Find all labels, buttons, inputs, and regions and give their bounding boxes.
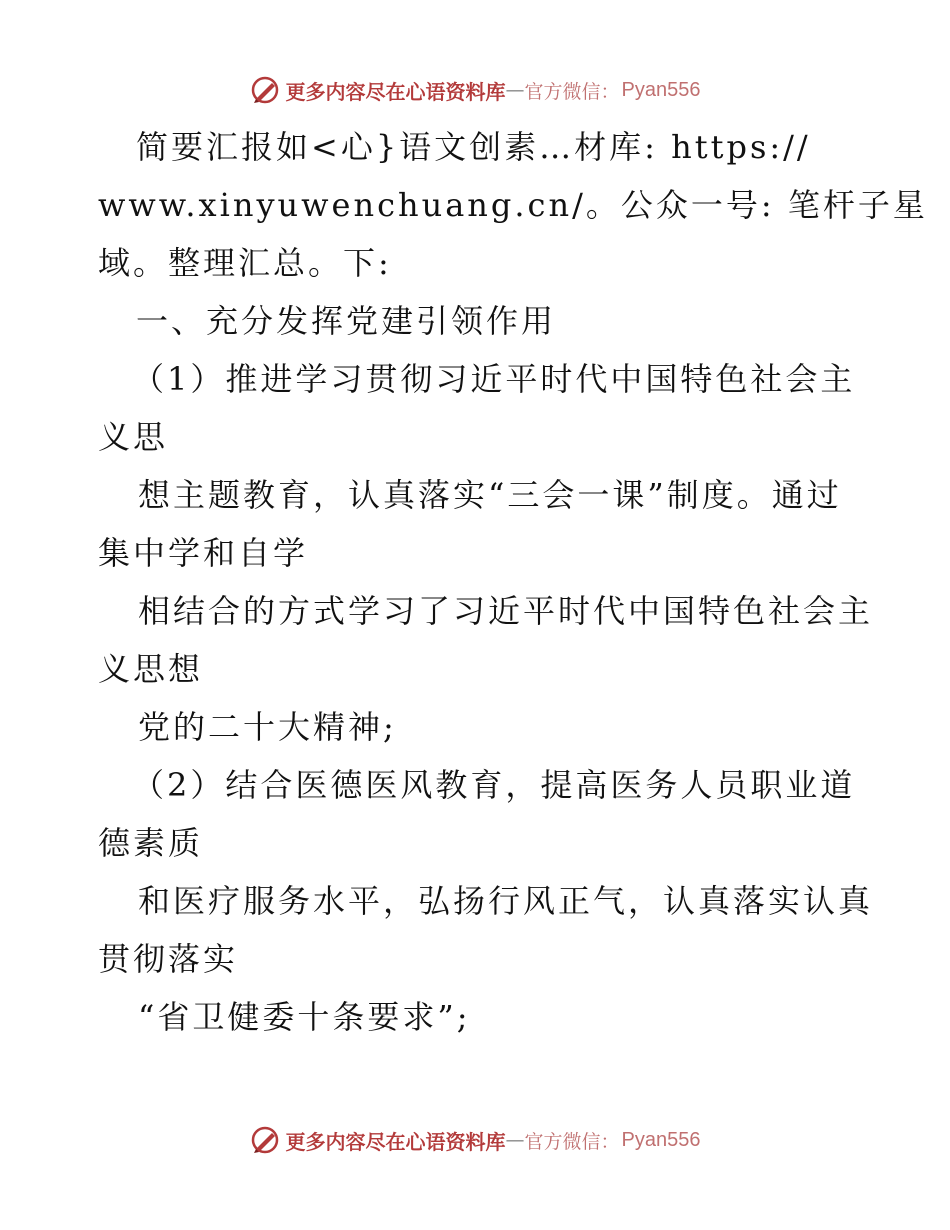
section-heading: 一、充分发挥党建引领作用 bbox=[136, 302, 557, 340]
body-line: 义思想 bbox=[98, 650, 204, 688]
header-banner bbox=[0, 70, 950, 110]
banner-wechat-label: 官方微信： bbox=[524, 80, 620, 103]
body-line: （1）推进学习贯彻习近平时代中国特色社会主 bbox=[132, 360, 856, 398]
banner-separator: — bbox=[505, 1129, 525, 1151]
body-line: 简要汇报如<心}语文创素…材库: https:// bbox=[136, 128, 811, 166]
document-body bbox=[98, 118, 928, 1046]
body-line: 党的二十大精神; bbox=[138, 708, 397, 746]
pen-logo-icon bbox=[250, 75, 280, 105]
body-line: 贯彻落实 bbox=[98, 940, 239, 978]
banner-separator: — bbox=[505, 79, 525, 101]
body-line: 想主题教育，认真落实“三会一课”制度。通过 bbox=[138, 476, 842, 514]
pen-logo-icon bbox=[250, 1125, 280, 1155]
banner-wechat-label: 官方微信： bbox=[524, 1130, 620, 1153]
body-line: 相结合的方式学习了习近平时代中国特色社会主 bbox=[138, 592, 874, 630]
body-line: “省卫健委十条要求”; bbox=[138, 998, 471, 1036]
body-line: （2）结合医德医风教育，提高医务人员职业道 bbox=[132, 766, 856, 804]
body-line: 和医疗服务水平，弘扬行风正气，认真落实认真 bbox=[138, 882, 874, 920]
body-line: 义思 bbox=[98, 418, 169, 456]
body-line: 德素质 bbox=[98, 824, 204, 862]
banner-wechat-id: Pyan556 bbox=[621, 78, 701, 101]
banner-title: 更多内容尽在心语资料库 bbox=[285, 1129, 506, 1154]
body-line: 集中学和自学 bbox=[98, 534, 309, 572]
banner-title: 更多内容尽在心语资料库 bbox=[285, 79, 506, 104]
banner-wechat-id: Pyan556 bbox=[621, 1128, 701, 1151]
body-line: 域。整理汇总。下: bbox=[98, 244, 392, 282]
body-line: www.xinyuwenchuang.cn/。公众一号: 笔杆子星 bbox=[98, 186, 928, 224]
footer-banner bbox=[0, 1120, 950, 1160]
